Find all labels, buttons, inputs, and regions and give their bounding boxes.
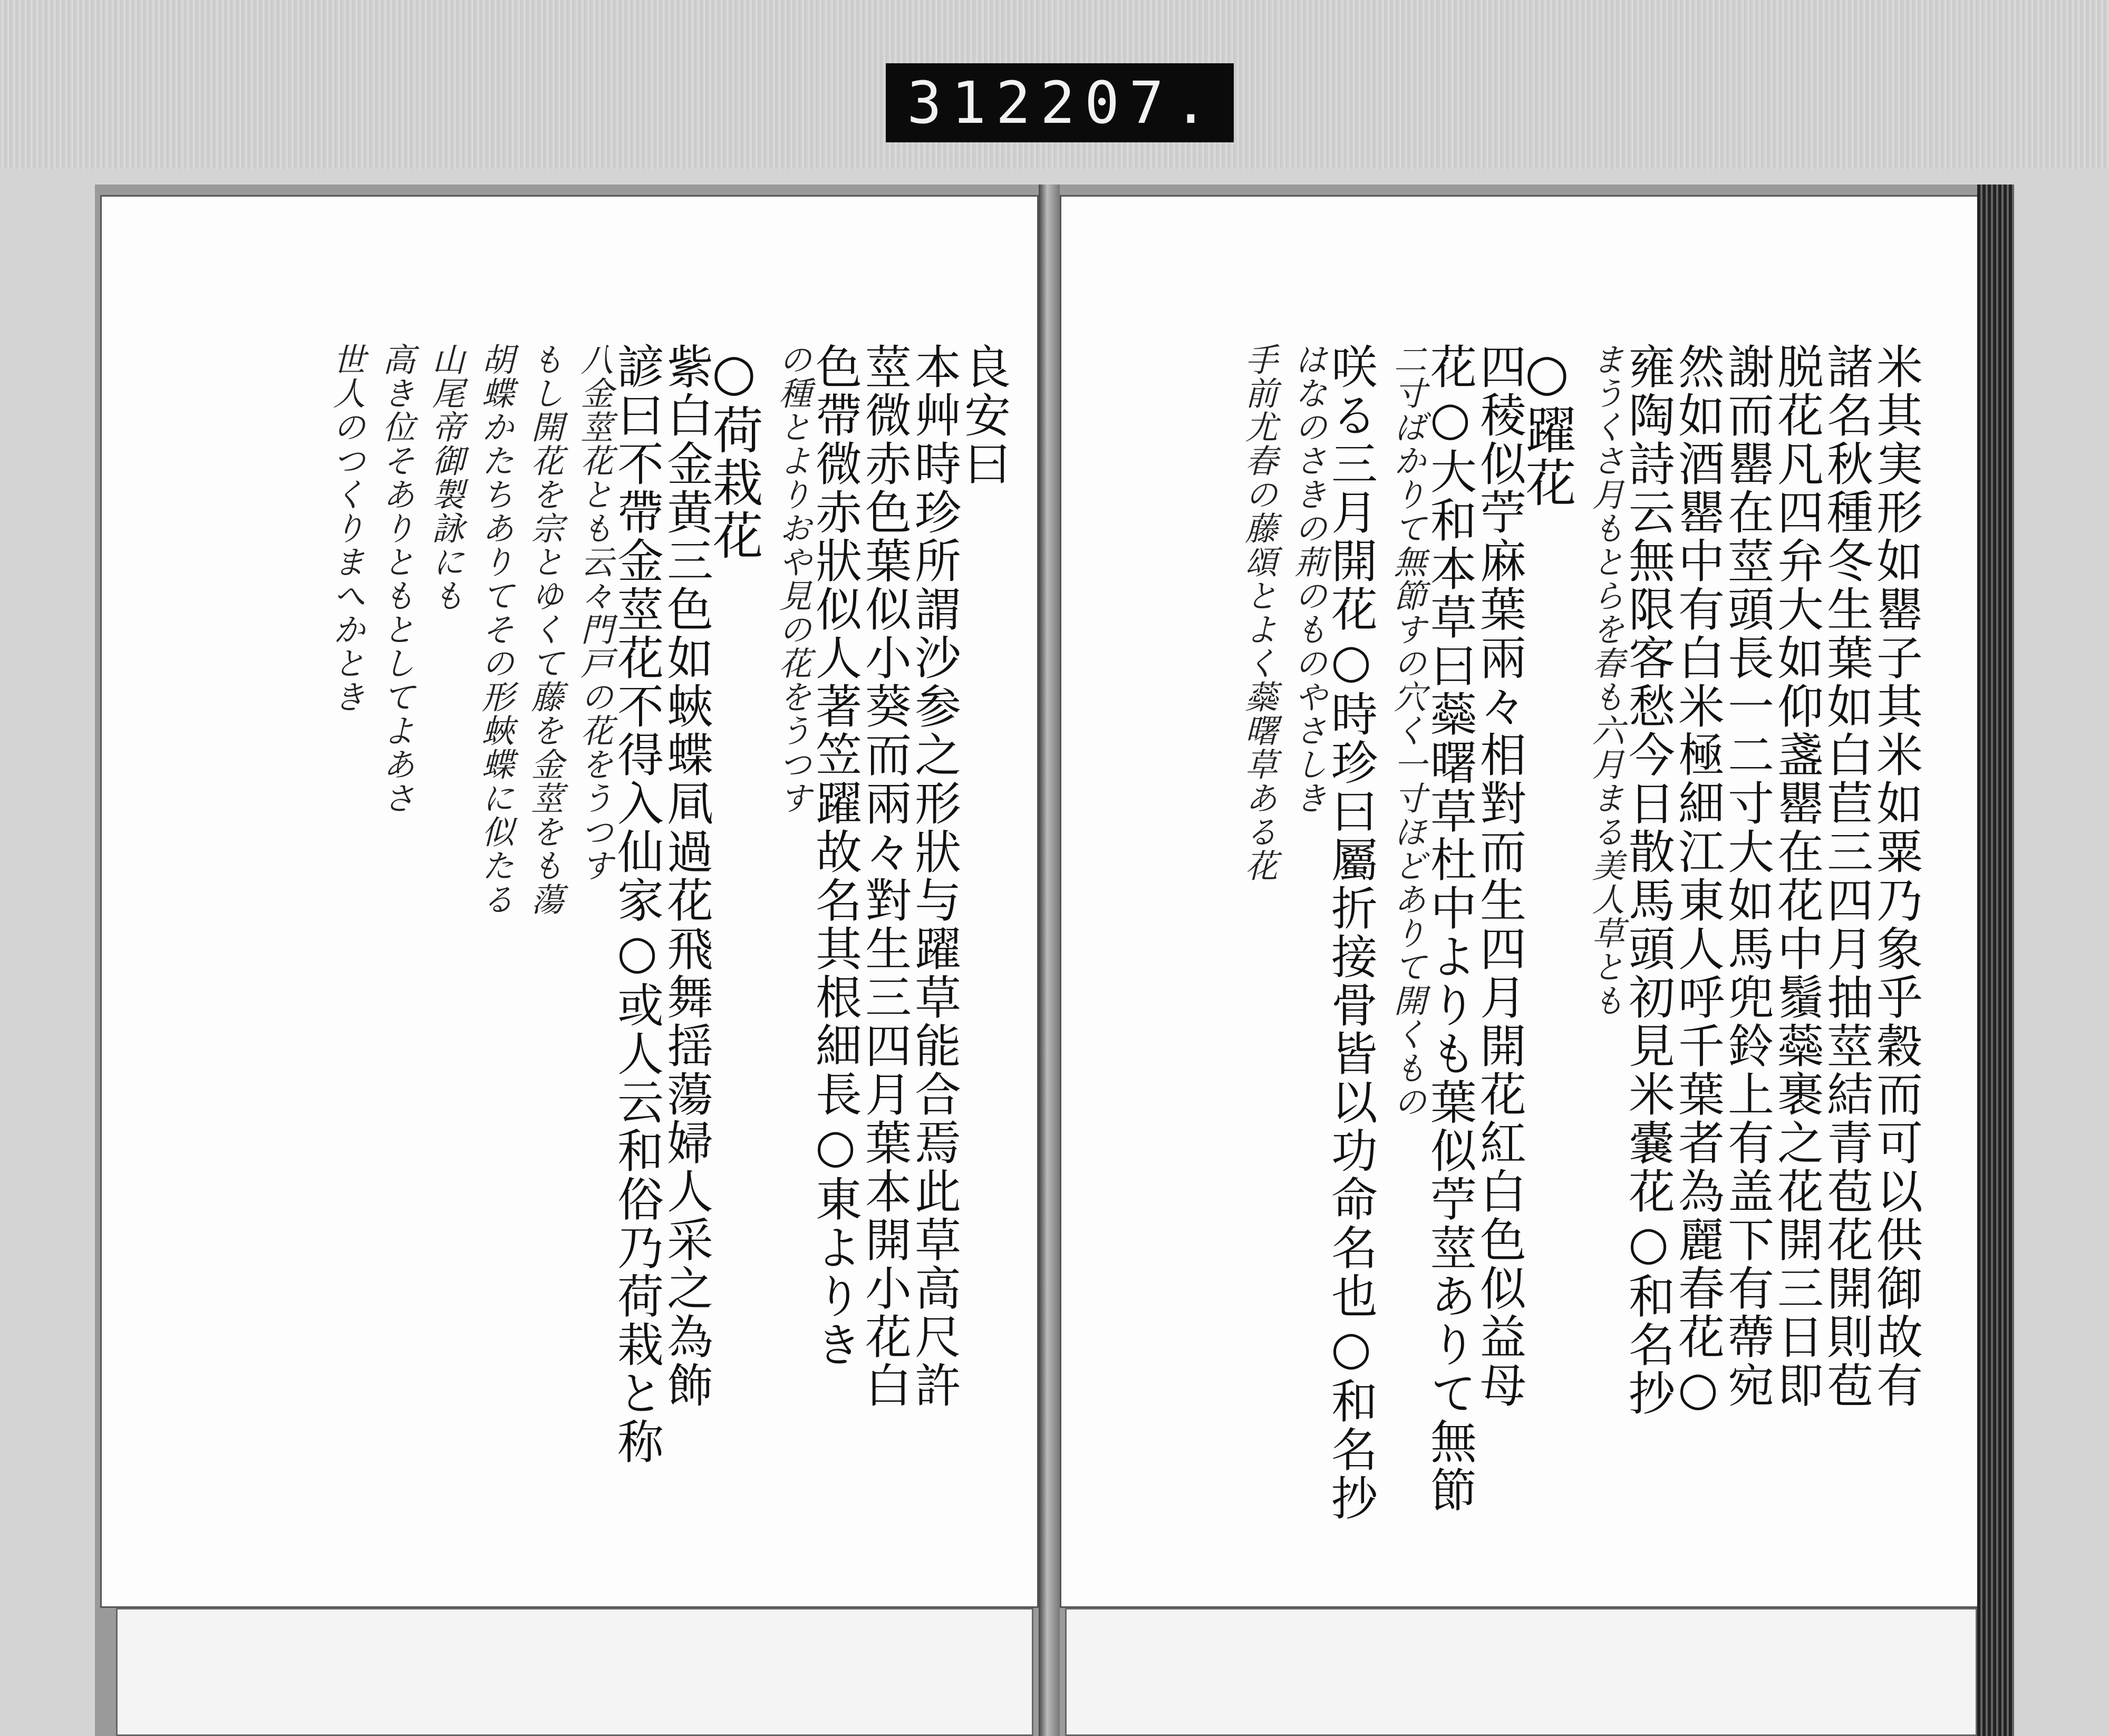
right-page-text xyxy=(1225,343,1923,1597)
left-col-7: 紫白金黄三色如蛺蝶凬過花飛舞揺蕩婦人采之為飾 xyxy=(660,343,714,1410)
right-col-6: 雍陶詩云無限客愁今日散馬頭初見米嚢花○和名抄 xyxy=(1621,343,1676,1418)
left-col-13: 高き位そありともとしてよあさ xyxy=(377,343,415,815)
right-col-10: 花○大和本草曰蘂曙草杜中よりも葉似苧莖ありて無節 xyxy=(1423,343,1477,1515)
left-col-11: 胡蝶かたちありてその形蛺蝶に似たる xyxy=(476,343,515,916)
lower-sheet-left xyxy=(116,1608,1033,1736)
left-col-9: 八金莖花とも云々門戸の花をうつす xyxy=(575,343,614,882)
right-col-3: 脱花凡四弁大如仰盞罌在花中鬚蘂裹之花開三日即 xyxy=(1770,343,1824,1410)
left-col-8: 諺曰不帶金莖花不得入仙家○或人云和俗乃荷栽と称 xyxy=(610,343,664,1466)
right-col-8: ○躍花 xyxy=(1517,343,1576,509)
lower-sheet-right xyxy=(1065,1608,1977,1736)
right-col-2: 諸名秋種冬生葉如白苣三四月抽莖結青苞花開則苞 xyxy=(1820,343,1874,1410)
left-col-14: 世人のつくりまへかとき xyxy=(327,343,366,714)
left-col-6: ○荷栽花 xyxy=(704,343,763,562)
right-col-1: 米其実形如罌子其米如粟乃象乎穀而可以供御故有 xyxy=(1869,343,1923,1410)
page-edge-stack xyxy=(1977,185,2014,1736)
left-col-10: もし開花を宗とゆくて藤を金莖をも蕩 xyxy=(526,343,564,916)
open-book xyxy=(95,185,2014,1736)
right-col-7: まうくさ月もとらを春も六月まる美人草とも xyxy=(1586,343,1625,1017)
left-col-2: 本艸時珍所謂沙参之形狀与躍草能合焉此草高尺許 xyxy=(907,343,962,1410)
right-col-13: はなのさきの荊のものやさしき xyxy=(1289,343,1328,815)
left-col-4: 色帶微赤狀似人著笠躍故名其根細長○東よりき xyxy=(808,343,863,1369)
left-col-3: 莖微赤色葉似小葵而兩々對生三四月葉本開小花白 xyxy=(858,343,912,1410)
left-page xyxy=(100,195,1039,1608)
right-col-14: 手前尤春の藤頌とよく蘂曙草ある花 xyxy=(1240,343,1278,882)
page-number-right: 207. xyxy=(1040,69,1218,137)
left-page-text xyxy=(313,343,1011,1597)
page-number-left: 312 xyxy=(907,69,1040,137)
left-col-1: 良安曰 xyxy=(957,343,1011,488)
right-col-5: 然如酒罌中有白米極細江東人呼千葉者為麗春花○ xyxy=(1671,343,1725,1418)
left-col-12: 山尾帝御製詠にも xyxy=(427,343,465,613)
book-spine xyxy=(1039,185,1060,1736)
left-col-5: の種とよりおや見の花をうつす xyxy=(773,343,812,815)
right-col-12: 咲る三月開花○時珍曰屬折接骨皆以功命名也○和名抄 xyxy=(1324,343,1378,1522)
right-page xyxy=(1060,195,1998,1608)
page-number-label xyxy=(886,63,1234,142)
right-col-4: 謝而罌在莖頭長一二寸大如馬兜鈴上有盖下有蔕宛 xyxy=(1720,343,1775,1410)
right-col-9: 四稜似苧麻葉兩々相對而生四月開花紅白色似益母 xyxy=(1473,343,1527,1410)
right-col-11: 二寸ばかりて無節すの穴く一寸ほどありて開くもの xyxy=(1388,343,1427,1119)
